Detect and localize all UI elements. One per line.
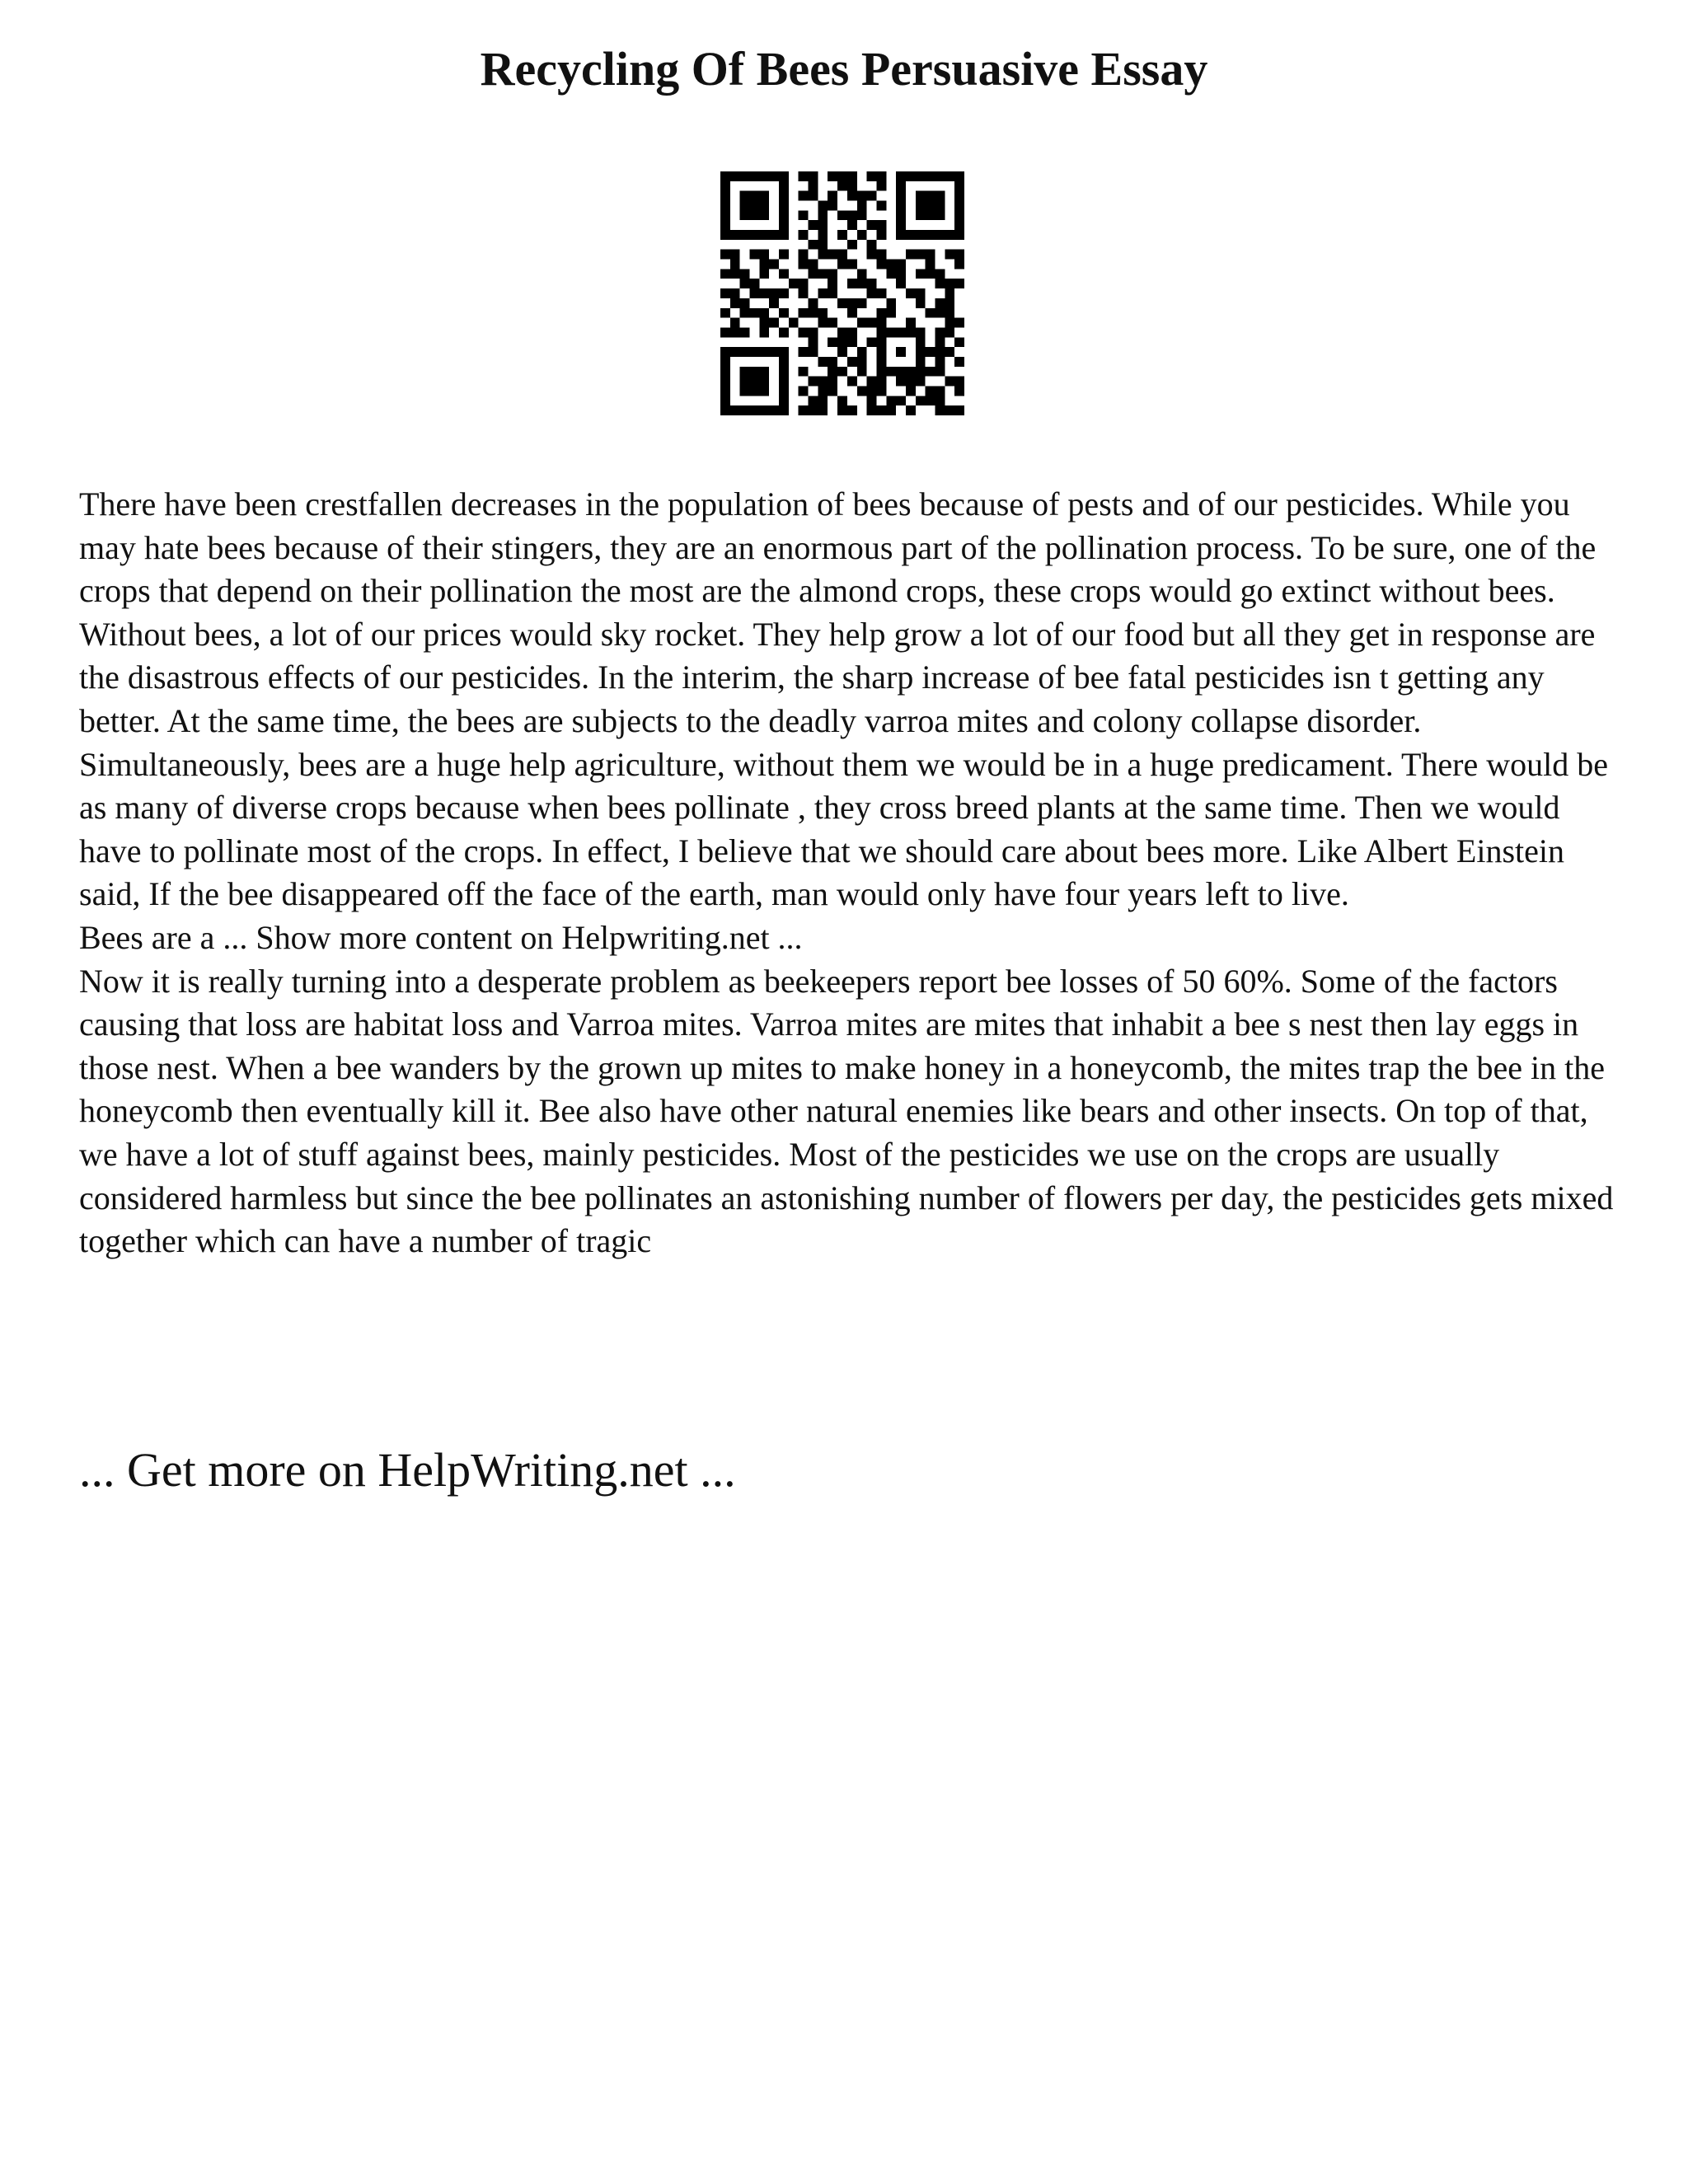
qr-code-icon <box>720 171 964 415</box>
essay-body <box>79 483 1629 1263</box>
essay-paragraph: There have been crestfallen decreases in the population of bees because of pests and of our pesticides. While you may hate bees because of their stingers, they are an enormous part of the pollination process. To be sure, one of the crops that depend on their pollination the most are the almond crops, these crops would go extinct without bees. Without bees, a lot of our prices would sky rocket. They help grow a lot of our food but all they get in response are the disastrous effects of our pesticides. In the interim, the sharp increase of bee fatal pesticides isn t getting any better. At the same time, the bees are subjects to the deadly varroa mites and colony collapse disorder. Simultaneously, bees are a huge help agriculture, without them we would be in a huge predicament. There would be as many of diverse crops because when bees pollinate , they cross breed plants at the same time. Then we would have to pollinate most of the crops. In effect, I believe that we should care about bees more. Like Albert Einstein said, If the bee disappeared off the face of the earth, man would only have four years left to live. <box>79 485 1608 913</box>
get-more-link[interactable]: ... Get more on HelpWriting.net ... <box>79 1443 736 1497</box>
page-title: Recycling Of Bees Persuasive Essay <box>480 42 1208 96</box>
essay-paragraph: Now it is really turning into a desperate problem as beekeepers report bee losses of 50 60%. Some of the factors causing that loss are habitat loss and Varroa mites. Varroa mites are mites that inhabit a bee s nest then lay eggs in those nest. When a bee wanders by the grown up mites to make honey in a honeycomb, the mites trap the bee in the honeycomb then eventually kill it. Bee also have other natural enemies like bears and other insects. On top of that, we have a lot of stuff against bees, mainly pesticides. Most of the pesticides we use on the crops are usually considered harmless but since the bee pollinates an astonishing number of flowers per day, the pesticides gets mixed together which can have a number of tragic <box>79 962 1614 1260</box>
show-more-link[interactable]: Bees are a ... Show more content on Helpwriting.net ... <box>79 918 803 956</box>
